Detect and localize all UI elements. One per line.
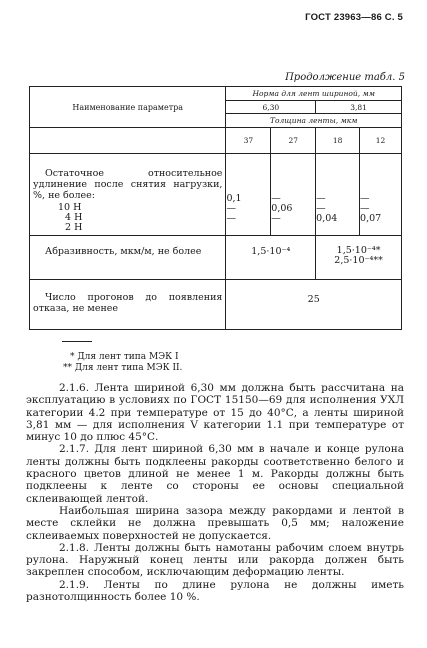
elongation-col-37: 0,1 — — — [226, 154, 271, 236]
table-continuation-label: Продолжение табл. 5 — [285, 72, 405, 83]
page-header: ГОСТ 23963—86 С. 5 — [305, 12, 403, 23]
width-6-30: 6,30 — [226, 101, 316, 114]
thickness-12: 12 — [360, 128, 402, 154]
norm-header: Норма для лент шириной, мм — [226, 87, 402, 101]
abrasiveness-3-81: 1,5·10⁻⁴* 2,5·10⁻⁴** — [316, 236, 402, 280]
thickness-27: 27 — [271, 128, 316, 154]
width-3-81: 3,81 — [316, 101, 402, 114]
load-10: 10 Н — [58, 202, 82, 213]
paragraph-gap: Наибольшая ширина зазора между ракордами и лентой в месте склейки не должна превышать 0,5 мм; наложение склеиваемых поверхностей не допускается. — [26, 504, 404, 542]
paragraph-2-1-6: 2.1.6. Лента шириной 6,30 мм должна быть рассчитана на эксплуатацию в условиях по ГОСТ 15150—69 для исполнения УХЛ категории 4.2 при температуре от 15 до 40°С, а ленты шириной 3,81 мм — для исполнения V категории 1.1 при температуре от минус 10 до плюс 45°С. — [26, 382, 404, 444]
load-2: 2 Н — [65, 222, 83, 233]
row-abrasiveness-label: Абразивность, мкм/м, не более — [30, 236, 226, 280]
thickness-18: 18 — [316, 128, 360, 154]
row-runs-label: Число прогонов до появления отказа, не менее — [30, 280, 226, 330]
paragraph-2-1-8: 2.1.8. Ленты должны быть намотаны рабочим слоем внутрь рулона. Наружный конец ленты или ракорда должен быть закреплен способом, исключающим деформацию ленты. — [26, 541, 404, 579]
row-elongation-label: Остаточное относительное удлинение после снятия нагрузки, %, не более: 10 Н 4 Н 2 Н — [30, 154, 226, 236]
body-text — [26, 382, 404, 603]
elongation-col-18: — — 0,04 — [316, 154, 360, 236]
thickness-37: 37 — [226, 128, 271, 154]
paragraph-2-1-9: 2.1.9. Ленты по длине рулона не должны иметь разнотолщинность более 10 %. — [26, 578, 404, 604]
elongation-col-12: — — 0,07 — [360, 154, 402, 236]
thickness-header: Толщина ленты, мкм — [226, 114, 402, 128]
spec-table — [29, 86, 402, 330]
load-4: 4 Н — [65, 212, 83, 223]
abrasiveness-6-30: 1,5·10⁻⁴ — [226, 236, 316, 280]
paragraph-2-1-7: 2.1.7. Для лент шириной 6,30 мм в начале и конце рулона ленты должны быть подклеены ракорды соответственно белого и красного цветов длиной не менее 1 м. Ракорды должны быть подклеены к ленте со стороны ее основы специальной склеивающей лентой. — [26, 443, 404, 505]
elongation-col-27: — 0,06 — — [271, 154, 316, 236]
footnote-1: * Для лент типа МЭК I — [70, 352, 179, 362]
footnote-rule — [62, 341, 92, 342]
footnote-2: ** Для лент типа МЭК II. — [63, 363, 183, 373]
param-header: Наименование параметра — [30, 87, 226, 128]
runs-value: 25 — [226, 280, 402, 330]
